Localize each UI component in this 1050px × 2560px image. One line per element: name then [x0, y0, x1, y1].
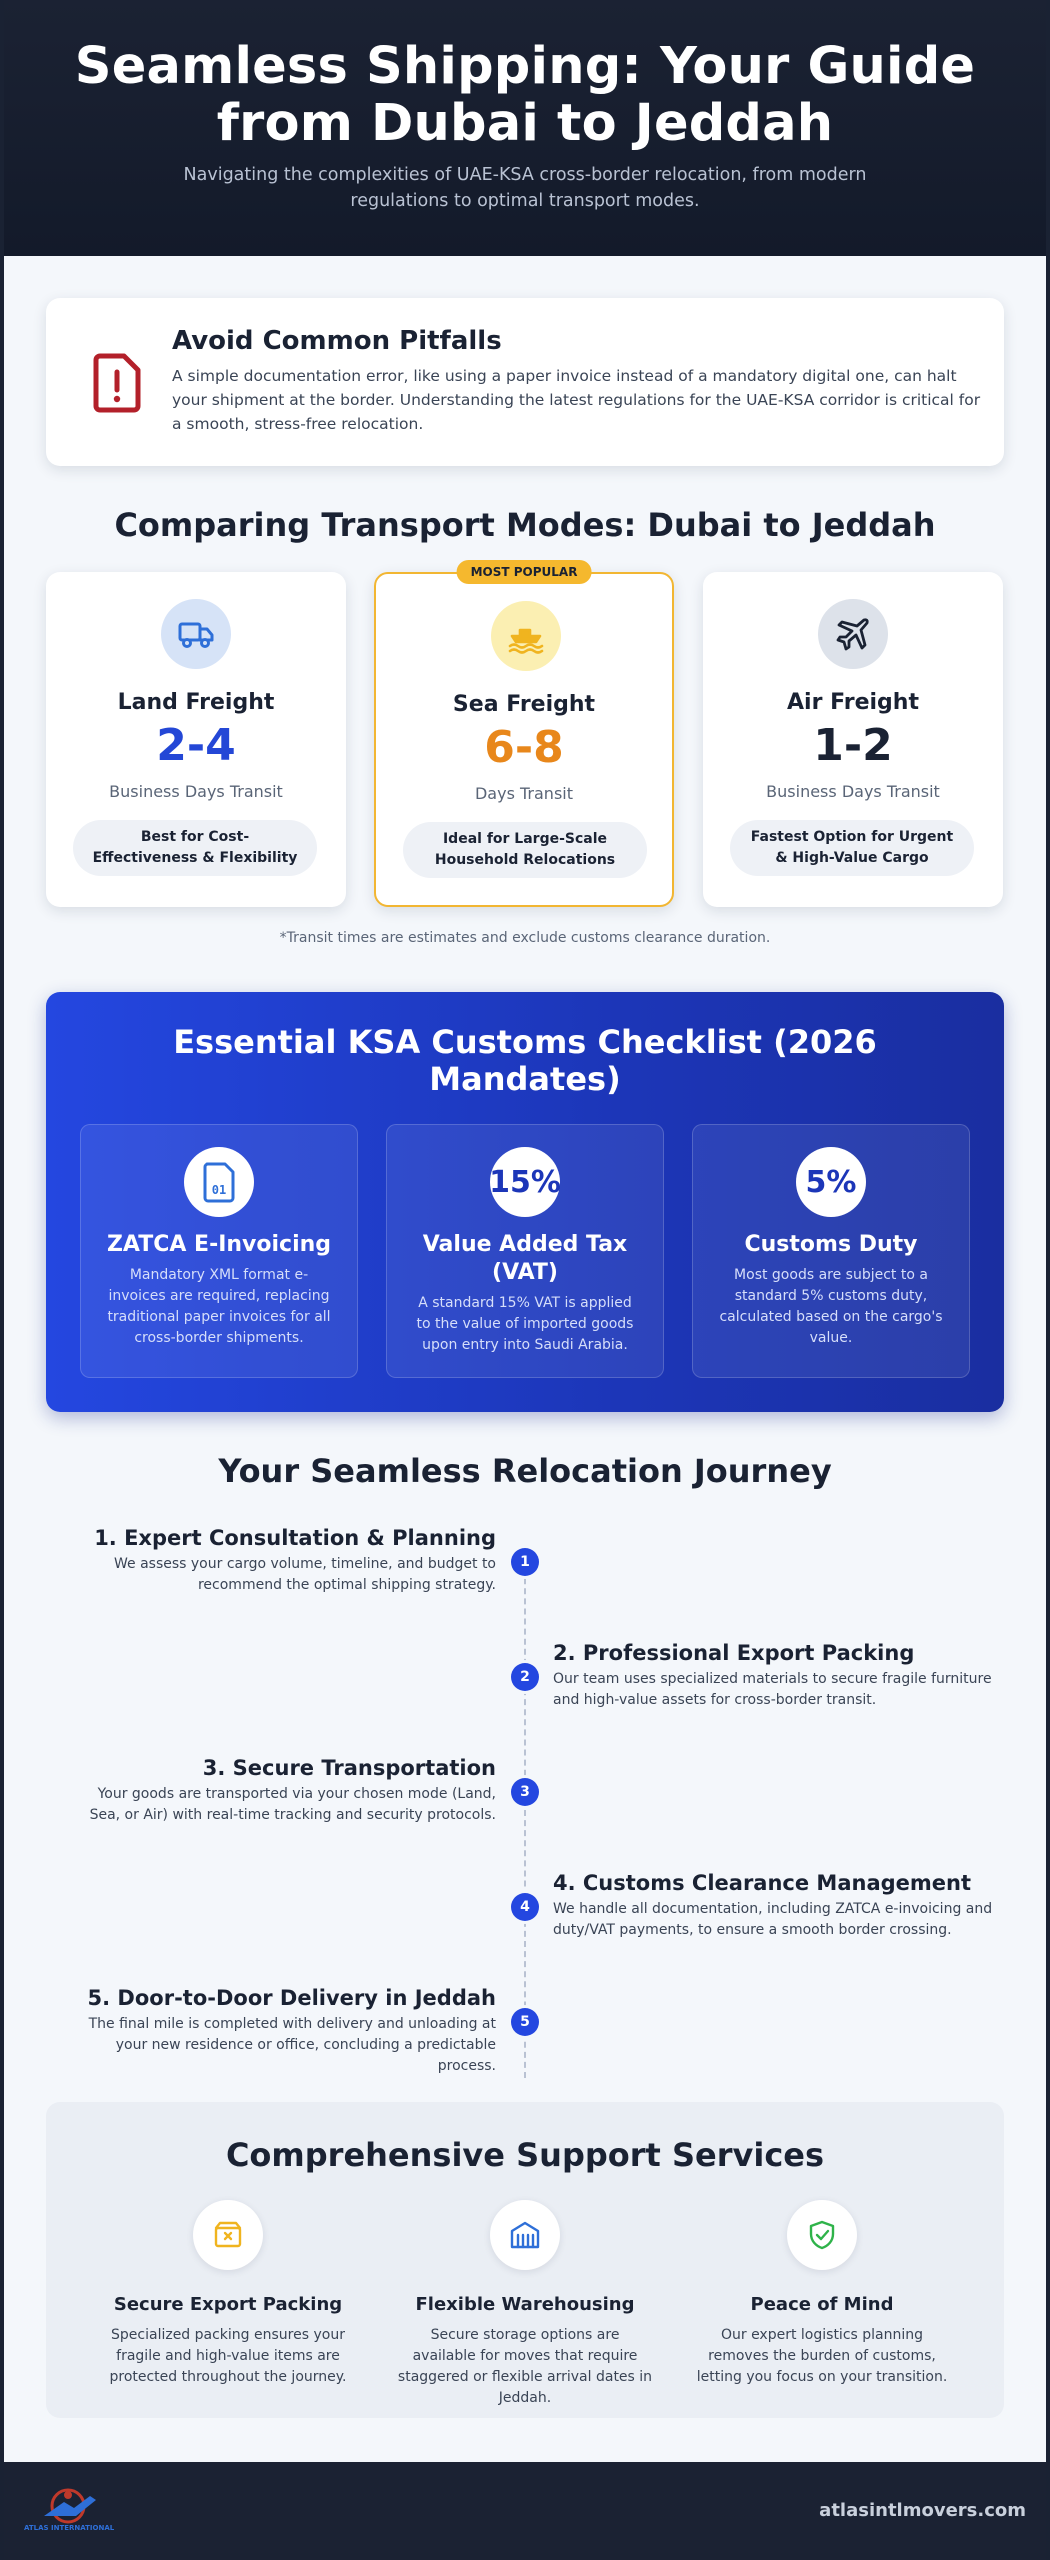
- e-invoice-file-icon: [184, 1147, 254, 1217]
- support-services: [46, 2102, 1004, 2418]
- customs-checklist: [46, 992, 1004, 1412]
- warehouse-icon: [490, 2200, 560, 2270]
- truck-icon: [161, 599, 231, 669]
- transport-card-land: [46, 572, 346, 907]
- transport-note: Best for Cost-Effectiveness & Flexibility: [73, 820, 317, 876]
- logo-text: ATLAS INTERNATIONAL: [24, 2524, 115, 2532]
- pitfall-text: A simple documentation error, like using a paper invoice instead of a mandatory digital one, can halt your shipment at the border. Understanding the latest regulations for the UAE-KSA corridor is critical for a smooth, stress-free relocation.: [172, 367, 981, 433]
- transport-card-sea: [374, 565, 674, 907]
- checklist-item-title: ZATCA E-Invoicing: [106, 1232, 332, 1257]
- transport-section-title: Comparing Transport Modes: Dubai to Jeddah: [114, 506, 936, 544]
- journey-step-text: We assess your cargo volume, timeline, and budget to recommend the optimal shipping strategy.: [113, 1556, 496, 1593]
- checklist-item-text: Most goods are subject to a standard 5% customs duty, calculated based on the cargo's value.: [719, 1267, 943, 1346]
- journey-step: [553, 1639, 1013, 1711]
- journey-step: [36, 1754, 496, 1826]
- pitfall-title: Avoid Common Pitfalls: [172, 326, 502, 356]
- step-number-badge: 4: [511, 1893, 539, 1921]
- journey-step-text: The final mile is completed with delivery and unloading at your new residence or office, concluding a predictable process.: [88, 2016, 496, 2074]
- checklist-item-zatca: [80, 1124, 358, 1378]
- step-number-badge: 1: [511, 1548, 539, 1576]
- transport-mode-name: Sea Freight: [452, 692, 596, 717]
- support-item-text: Our expert logistics planning removes the burden of customs, letting you focus on your transition.: [696, 2327, 948, 2385]
- journey-step-title: 2. Professional Export Packing: [553, 1641, 915, 1665]
- checklist-title: Essential KSA Customs Checklist (2026 Mandates): [173, 1023, 877, 1098]
- journey-step-title: 4. Customs Clearance Management: [553, 1871, 972, 1895]
- checklist-item-title: Customs Duty: [744, 1232, 918, 1257]
- journey-step: [36, 1524, 496, 1596]
- shield-check-icon: [787, 2200, 857, 2270]
- step-number-badge: 5: [511, 2008, 539, 2036]
- journey-step: [36, 1984, 496, 2077]
- transit-unit: Business Days Transit: [766, 782, 940, 801]
- pitfall-card: [46, 298, 1004, 466]
- transport-note: Fastest Option for Urgent & High-Value Cargo: [730, 820, 974, 876]
- package-box-icon: [193, 2200, 263, 2270]
- journey-step-title: 1. Expert Consultation & Planning: [94, 1526, 496, 1550]
- support-item-title: Secure Export Packing: [113, 2294, 343, 2315]
- page-title: Seamless Shipping: Your Guide from Dubai to Jeddah: [74, 37, 976, 153]
- transport-note: Ideal for Large-Scale Household Relocations: [403, 822, 647, 878]
- timeline-line: [524, 1548, 526, 2078]
- transit-days-value: 1-2: [813, 720, 893, 771]
- support-title: Comprehensive Support Services: [225, 2136, 825, 2174]
- journey-section-title: Your Seamless Relocation Journey: [218, 1452, 832, 1490]
- support-item-warehousing: [375, 2200, 675, 2409]
- website-link[interactable]: atlasintlmovers.com: [819, 2500, 1026, 2521]
- transport-mode-name: Land Freight: [117, 690, 275, 715]
- svg-text:01: 01: [211, 1183, 227, 1197]
- file-alert-icon: [82, 348, 152, 418]
- support-item-title: Flexible Warehousing: [415, 2294, 635, 2315]
- support-item-title: Peace of Mind: [750, 2294, 894, 2315]
- transit-unit: Days Transit: [474, 784, 573, 803]
- checklist-item-vat: [386, 1124, 664, 1378]
- transit-footnote: *Transit times are estimates and exclude customs clearance duration.: [279, 930, 771, 946]
- transit-days-value: 2-4: [156, 720, 236, 771]
- support-item-text: Secure storage options are available for moves that require staggered or flexible arrival dates in Jeddah.: [397, 2327, 653, 2406]
- checklist-item-text: A standard 15% VAT is applied to the value of imported goods upon entry into Saudi Arabia.: [416, 1295, 634, 1353]
- transit-days-value: 6-8: [484, 722, 564, 773]
- support-item-text: Specialized packing ensures your fragile and high-value items are protected throughout the journey.: [109, 2327, 347, 2385]
- step-number-badge: 3: [511, 1778, 539, 1806]
- support-item-packing: [78, 2200, 378, 2388]
- hero-header: [0, 0, 1050, 256]
- percent-badge-icon: 5%: [796, 1147, 866, 1217]
- page-subtitle: Navigating the complexities of UAE-KSA cross-border relocation, from modern regulations to optimal transport modes.: [183, 165, 867, 211]
- journey-step-text: Our team uses specialized materials to secure fragile furniture and high-value assets for cross-border transit.: [553, 1671, 992, 1708]
- journey-step-title: 3. Secure Transportation: [202, 1756, 496, 1780]
- checklist-item-title: Value Added Tax (VAT): [422, 1232, 628, 1285]
- checklist-item-text: Mandatory XML format e-invoices are required, replacing traditional paper invoices for all cross-border shipments.: [107, 1267, 331, 1346]
- checklist-item-duty: [692, 1124, 970, 1378]
- page-footer: [0, 2462, 1050, 2560]
- transit-unit: Business Days Transit: [109, 782, 283, 801]
- step-number-badge: 2: [511, 1663, 539, 1691]
- ship-icon: [491, 601, 561, 671]
- plane-icon: [818, 599, 888, 669]
- journey-step: [553, 1869, 1013, 1941]
- most-popular-badge: MOST POPULAR: [457, 560, 592, 584]
- support-item-peace-of-mind: [672, 2200, 972, 2388]
- transport-mode-name: Air Freight: [787, 690, 919, 715]
- percent-badge-icon: 15%: [490, 1147, 560, 1217]
- journey-step-text: We handle all documentation, including ZATCA e-invoicing and duty/VAT payments, to ensure a smooth border crossing.: [553, 1901, 993, 1938]
- journey-step-text: Your goods are transported via your chosen mode (Land, Sea, or Air) with real-time tracking and security protocols.: [89, 1786, 496, 1823]
- journey-step-title: 5. Door-to-Door Delivery in Jeddah: [87, 1986, 496, 2010]
- transport-card-air: [703, 572, 1003, 907]
